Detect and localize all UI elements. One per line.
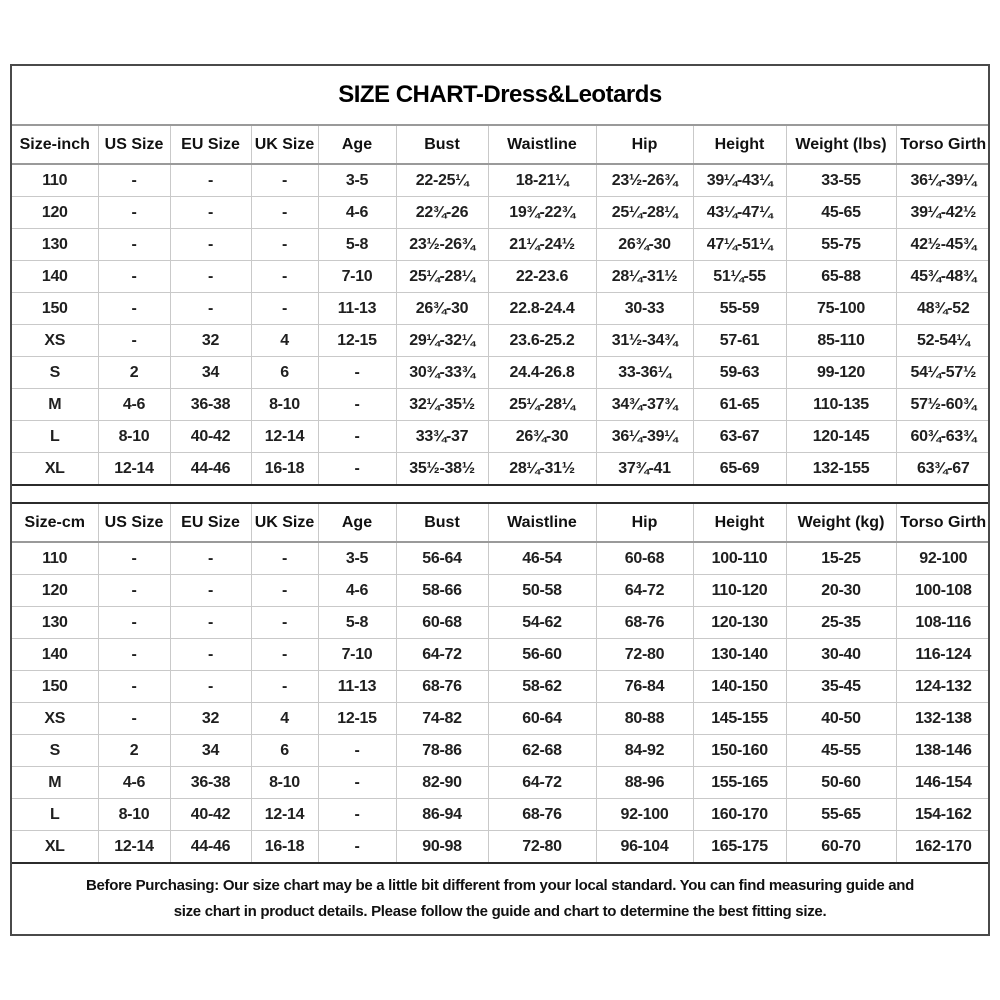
table-cell: XL (12, 453, 98, 486)
inch-table-header-row (12, 125, 990, 164)
table-cell: 65-69 (693, 453, 786, 486)
table-cell: 68-76 (596, 607, 693, 639)
table-cell: 130 (12, 229, 98, 261)
table-row (12, 389, 990, 421)
table-cell: 72-80 (488, 831, 596, 864)
table-cell: 78-86 (396, 735, 488, 767)
size-chart-inch-table (12, 124, 990, 486)
table-cell: 84-92 (596, 735, 693, 767)
table-cell: 8-10 (98, 421, 170, 453)
table-cell: 88-96 (596, 767, 693, 799)
column-header: Hip (596, 125, 693, 164)
table-cell: 25-35 (786, 607, 896, 639)
table-cell: 140 (12, 639, 98, 671)
table-cell: 22.8-24.4 (488, 293, 596, 325)
column-header: EU Size (170, 125, 251, 164)
table-cell: 8-10 (98, 799, 170, 831)
table-cell: - (251, 229, 318, 261)
table-cell: 8-10 (251, 389, 318, 421)
table-cell: 26¾-30 (488, 421, 596, 453)
table-cell: 12-14 (98, 831, 170, 864)
table-cell: 43¼-47¼ (693, 197, 786, 229)
table-cell: 40-50 (786, 703, 896, 735)
table-cell: 72-80 (596, 639, 693, 671)
table-cell: - (318, 799, 396, 831)
table-cell: 31½-34¾ (596, 325, 693, 357)
column-header: US Size (98, 125, 170, 164)
table-row (12, 607, 990, 639)
table-cell: 145-155 (693, 703, 786, 735)
table-cell: - (318, 421, 396, 453)
table-cell: 48¾-52 (896, 293, 990, 325)
table-cell: 26¾-30 (596, 229, 693, 261)
column-header: Waistline (488, 125, 596, 164)
table-cell: 132-138 (896, 703, 990, 735)
table-cell: 74-82 (396, 703, 488, 735)
table-cell: 51¼-55 (693, 261, 786, 293)
table-cell: 124-132 (896, 671, 990, 703)
table-cell: 29¼-32¼ (396, 325, 488, 357)
table-cell: 58-62 (488, 671, 596, 703)
table-cell: 33¾-37 (396, 421, 488, 453)
column-header: US Size (98, 503, 170, 542)
table-cell: 32¼-35½ (396, 389, 488, 421)
column-header: Torso Girth (896, 125, 990, 164)
table-cell: 150 (12, 671, 98, 703)
table-cell: 4-6 (318, 197, 396, 229)
table-cell: 45-65 (786, 197, 896, 229)
table-cell: 57-61 (693, 325, 786, 357)
table-cell: 50-58 (488, 575, 596, 607)
table-cell: 4 (251, 325, 318, 357)
size-chart-sheet (10, 64, 990, 936)
table-cell: S (12, 735, 98, 767)
table-cell: - (318, 735, 396, 767)
table-cell: 62-68 (488, 735, 596, 767)
table-cell: M (12, 767, 98, 799)
page-title: SIZE CHART-Dress&Leotards (338, 81, 662, 108)
table-cell: 30-33 (596, 293, 693, 325)
column-header: UK Size (251, 125, 318, 164)
table-cell: - (251, 607, 318, 639)
column-header: Weight (kg) (786, 503, 896, 542)
table-cell: - (98, 639, 170, 671)
table-cell: 26¾-30 (396, 293, 488, 325)
table-cell: - (170, 671, 251, 703)
table-cell: - (318, 767, 396, 799)
column-header: Bust (396, 503, 488, 542)
column-header: UK Size (251, 503, 318, 542)
table-cell: 2 (98, 735, 170, 767)
table-cell: 33-55 (786, 164, 896, 197)
table-row (12, 164, 990, 197)
table-cell: 99-120 (786, 357, 896, 389)
table-cell: 28¼-31½ (596, 261, 693, 293)
table-cell: 30-40 (786, 639, 896, 671)
table-cell: 3-5 (318, 542, 396, 575)
table-cell: 82-90 (396, 767, 488, 799)
table-cell: - (98, 293, 170, 325)
table-cell: 120-145 (786, 421, 896, 453)
table-cell: 12-15 (318, 325, 396, 357)
table-cell: 23½-26¾ (596, 164, 693, 197)
table-cell: 5-8 (318, 607, 396, 639)
table-cell: 5-8 (318, 229, 396, 261)
table-cell: L (12, 799, 98, 831)
table-cell: 46-54 (488, 542, 596, 575)
table-cell: 25¼-28¼ (596, 197, 693, 229)
table-cell: 96-104 (596, 831, 693, 864)
table-cell: 40-42 (170, 799, 251, 831)
table-cell: 25¼-28¼ (488, 389, 596, 421)
table-cell: 50-60 (786, 767, 896, 799)
table-cell: 21¼-24½ (488, 229, 596, 261)
table-cell: - (251, 164, 318, 197)
table-cell: XS (12, 325, 98, 357)
table-cell: 150 (12, 293, 98, 325)
table-cell: 4-6 (98, 767, 170, 799)
table-cell: 68-76 (396, 671, 488, 703)
table-cell: 92-100 (896, 542, 990, 575)
table-cell: 7-10 (318, 639, 396, 671)
table-cell: 116-124 (896, 639, 990, 671)
table-cell: 25¼-28¼ (396, 261, 488, 293)
table-cell: 23.6-25.2 (488, 325, 596, 357)
table-cell: - (251, 261, 318, 293)
table-row (12, 735, 990, 767)
table-cell: 7-10 (318, 261, 396, 293)
table-cell: S (12, 357, 98, 389)
table-cell: 100-108 (896, 575, 990, 607)
table-cell: 4 (251, 703, 318, 735)
table-cell: - (251, 671, 318, 703)
table-cell: 36-38 (170, 389, 251, 421)
table-cell: - (98, 164, 170, 197)
table-cell: 22-23.6 (488, 261, 596, 293)
table-cell: 12-15 (318, 703, 396, 735)
table-cell: 16-18 (251, 453, 318, 486)
table-row (12, 542, 990, 575)
table-cell: 39¼-42½ (896, 197, 990, 229)
table-cell: 85-110 (786, 325, 896, 357)
table-cell: - (318, 453, 396, 486)
table-cell: 100-110 (693, 542, 786, 575)
table-cell: 32 (170, 325, 251, 357)
table-cell: 65-88 (786, 261, 896, 293)
purchase-note-line2: size chart in product details. Please follow the guide and chart to determine the best fitting size. (173, 903, 827, 920)
table-row (12, 421, 990, 453)
table-cell: - (170, 164, 251, 197)
table-cell: 60-68 (396, 607, 488, 639)
table-cell: 22-25¼ (396, 164, 488, 197)
table-cell: 8-10 (251, 767, 318, 799)
table-cell: 23½-26¾ (396, 229, 488, 261)
table-row (12, 229, 990, 261)
table-cell: 160-170 (693, 799, 786, 831)
table-gap (12, 486, 988, 502)
table-cell: 28¼-31½ (488, 453, 596, 486)
table-cell: 18-21¼ (488, 164, 596, 197)
size-chart-cm-table (12, 502, 990, 864)
table-cell: 154-162 (896, 799, 990, 831)
column-header: Size-cm (12, 503, 98, 542)
table-cell: 64-72 (488, 767, 596, 799)
table-row (12, 453, 990, 486)
table-cell: - (98, 325, 170, 357)
table-cell: 33-36¼ (596, 357, 693, 389)
table-cell: 3-5 (318, 164, 396, 197)
table-cell: - (251, 197, 318, 229)
table-row (12, 261, 990, 293)
table-cell: XL (12, 831, 98, 864)
table-cell: 58-66 (396, 575, 488, 607)
table-cell: - (251, 639, 318, 671)
column-header: Weight (lbs) (786, 125, 896, 164)
table-cell: 60-70 (786, 831, 896, 864)
table-cell: 138-146 (896, 735, 990, 767)
table-cell: L (12, 421, 98, 453)
table-cell: 120 (12, 575, 98, 607)
table-cell: 20-30 (786, 575, 896, 607)
table-cell: 75-100 (786, 293, 896, 325)
table-cell: 12-14 (251, 799, 318, 831)
table-row (12, 197, 990, 229)
table-row (12, 703, 990, 735)
table-cell: 140-150 (693, 671, 786, 703)
table-cell: 39¼-43¼ (693, 164, 786, 197)
table-cell: 36-38 (170, 767, 251, 799)
table-cell: 110 (12, 164, 98, 197)
table-cell: 32 (170, 703, 251, 735)
table-cell: - (98, 703, 170, 735)
table-cell: 140 (12, 261, 98, 293)
table-cell: 90-98 (396, 831, 488, 864)
table-cell: 130-140 (693, 639, 786, 671)
table-cell: 40-42 (170, 421, 251, 453)
table-cell: 56-64 (396, 542, 488, 575)
table-cell: 80-88 (596, 703, 693, 735)
table-cell: 6 (251, 357, 318, 389)
table-cell: 44-46 (170, 831, 251, 864)
table-cell: 35½-38½ (396, 453, 488, 486)
table-cell: 6 (251, 735, 318, 767)
table-cell: 34 (170, 735, 251, 767)
table-cell: 12-14 (98, 453, 170, 486)
table-cell: - (318, 357, 396, 389)
table-cell: - (170, 542, 251, 575)
table-cell: 86-94 (396, 799, 488, 831)
table-cell: 45-55 (786, 735, 896, 767)
column-header: Height (693, 503, 786, 542)
table-row (12, 357, 990, 389)
table-cell: 19¾-22¾ (488, 197, 596, 229)
table-cell: 162-170 (896, 831, 990, 864)
table-cell: - (170, 197, 251, 229)
table-cell: - (98, 671, 170, 703)
table-cell: 4-6 (98, 389, 170, 421)
purchase-note-line1: Before Purchasing: Our size chart may be a little bit different from your local standard. You can find measuring guide and (85, 877, 914, 894)
table-cell: 76-84 (596, 671, 693, 703)
table-cell: 55-59 (693, 293, 786, 325)
table-cell: 130 (12, 607, 98, 639)
table-cell: 37¾-41 (596, 453, 693, 486)
table-cell: 59-63 (693, 357, 786, 389)
column-header: Torso Girth (896, 503, 990, 542)
column-header: Bust (396, 125, 488, 164)
table-cell: 57½-60¾ (896, 389, 990, 421)
column-header: Age (318, 125, 396, 164)
table-cell: 64-72 (396, 639, 488, 671)
table-cell: - (170, 261, 251, 293)
table-cell: 150-160 (693, 735, 786, 767)
table-cell: - (98, 607, 170, 639)
table-cell: 35-45 (786, 671, 896, 703)
column-header: Hip (596, 503, 693, 542)
table-cell: 11-13 (318, 293, 396, 325)
table-cell: 60¾-63¾ (896, 421, 990, 453)
table-cell: 42½-45¾ (896, 229, 990, 261)
column-header: Height (693, 125, 786, 164)
table-cell: - (318, 389, 396, 421)
table-cell: 34¾-37¾ (596, 389, 693, 421)
table-cell: 110 (12, 542, 98, 575)
column-header: Age (318, 503, 396, 542)
table-cell: - (98, 575, 170, 607)
table-cell: 155-165 (693, 767, 786, 799)
table-cell: 108-116 (896, 607, 990, 639)
table-cell: 120-130 (693, 607, 786, 639)
table-cell: 63-67 (693, 421, 786, 453)
table-cell: 11-13 (318, 671, 396, 703)
table-cell: M (12, 389, 98, 421)
table-cell: 24.4-26.8 (488, 357, 596, 389)
table-cell: 63¾-67 (896, 453, 990, 486)
table-cell: 12-14 (251, 421, 318, 453)
table-cell: 52-54¼ (896, 325, 990, 357)
table-cell: - (251, 575, 318, 607)
table-row (12, 639, 990, 671)
table-cell: 110-135 (786, 389, 896, 421)
table-cell: - (170, 607, 251, 639)
table-cell: 36¼-39¼ (896, 164, 990, 197)
table-cell: 4-6 (318, 575, 396, 607)
cm-table-header-row (12, 503, 990, 542)
table-row (12, 767, 990, 799)
table-row (12, 575, 990, 607)
table-cell: 34 (170, 357, 251, 389)
table-cell: - (170, 575, 251, 607)
table-row (12, 831, 990, 864)
table-cell: - (251, 542, 318, 575)
table-cell: 55-65 (786, 799, 896, 831)
table-cell: 15-25 (786, 542, 896, 575)
table-cell: 54¼-57½ (896, 357, 990, 389)
column-header: Size-inch (12, 125, 98, 164)
table-cell: - (98, 229, 170, 261)
table-cell: - (318, 831, 396, 864)
table-cell: 132-155 (786, 453, 896, 486)
table-cell: 45¾-48¾ (896, 261, 990, 293)
table-row (12, 293, 990, 325)
purchase-note (12, 864, 988, 925)
column-header: Waistline (488, 503, 596, 542)
table-cell: 61-65 (693, 389, 786, 421)
table-cell: 60-64 (488, 703, 596, 735)
table-cell: 16-18 (251, 831, 318, 864)
table-cell: - (98, 197, 170, 229)
table-cell: 30¾-33¾ (396, 357, 488, 389)
table-cell: 146-154 (896, 767, 990, 799)
table-cell: - (170, 229, 251, 261)
column-header: EU Size (170, 503, 251, 542)
table-cell: - (98, 261, 170, 293)
table-cell: 54-62 (488, 607, 596, 639)
table-row (12, 799, 990, 831)
table-cell: 22¾-26 (396, 197, 488, 229)
table-cell: 36¼-39¼ (596, 421, 693, 453)
table-cell: XS (12, 703, 98, 735)
table-cell: 68-76 (488, 799, 596, 831)
table-cell: 44-46 (170, 453, 251, 486)
table-cell: 120 (12, 197, 98, 229)
table-cell: 165-175 (693, 831, 786, 864)
table-cell: 47¼-51¼ (693, 229, 786, 261)
table-row (12, 671, 990, 703)
table-cell: 2 (98, 357, 170, 389)
table-cell: 110-120 (693, 575, 786, 607)
table-cell: 64-72 (596, 575, 693, 607)
table-cell: - (170, 639, 251, 671)
table-cell: - (98, 542, 170, 575)
table-cell: - (251, 293, 318, 325)
table-cell: 60-68 (596, 542, 693, 575)
table-cell: - (170, 293, 251, 325)
table-cell: 55-75 (786, 229, 896, 261)
table-row (12, 325, 990, 357)
table-cell: 56-60 (488, 639, 596, 671)
table-cell: 92-100 (596, 799, 693, 831)
